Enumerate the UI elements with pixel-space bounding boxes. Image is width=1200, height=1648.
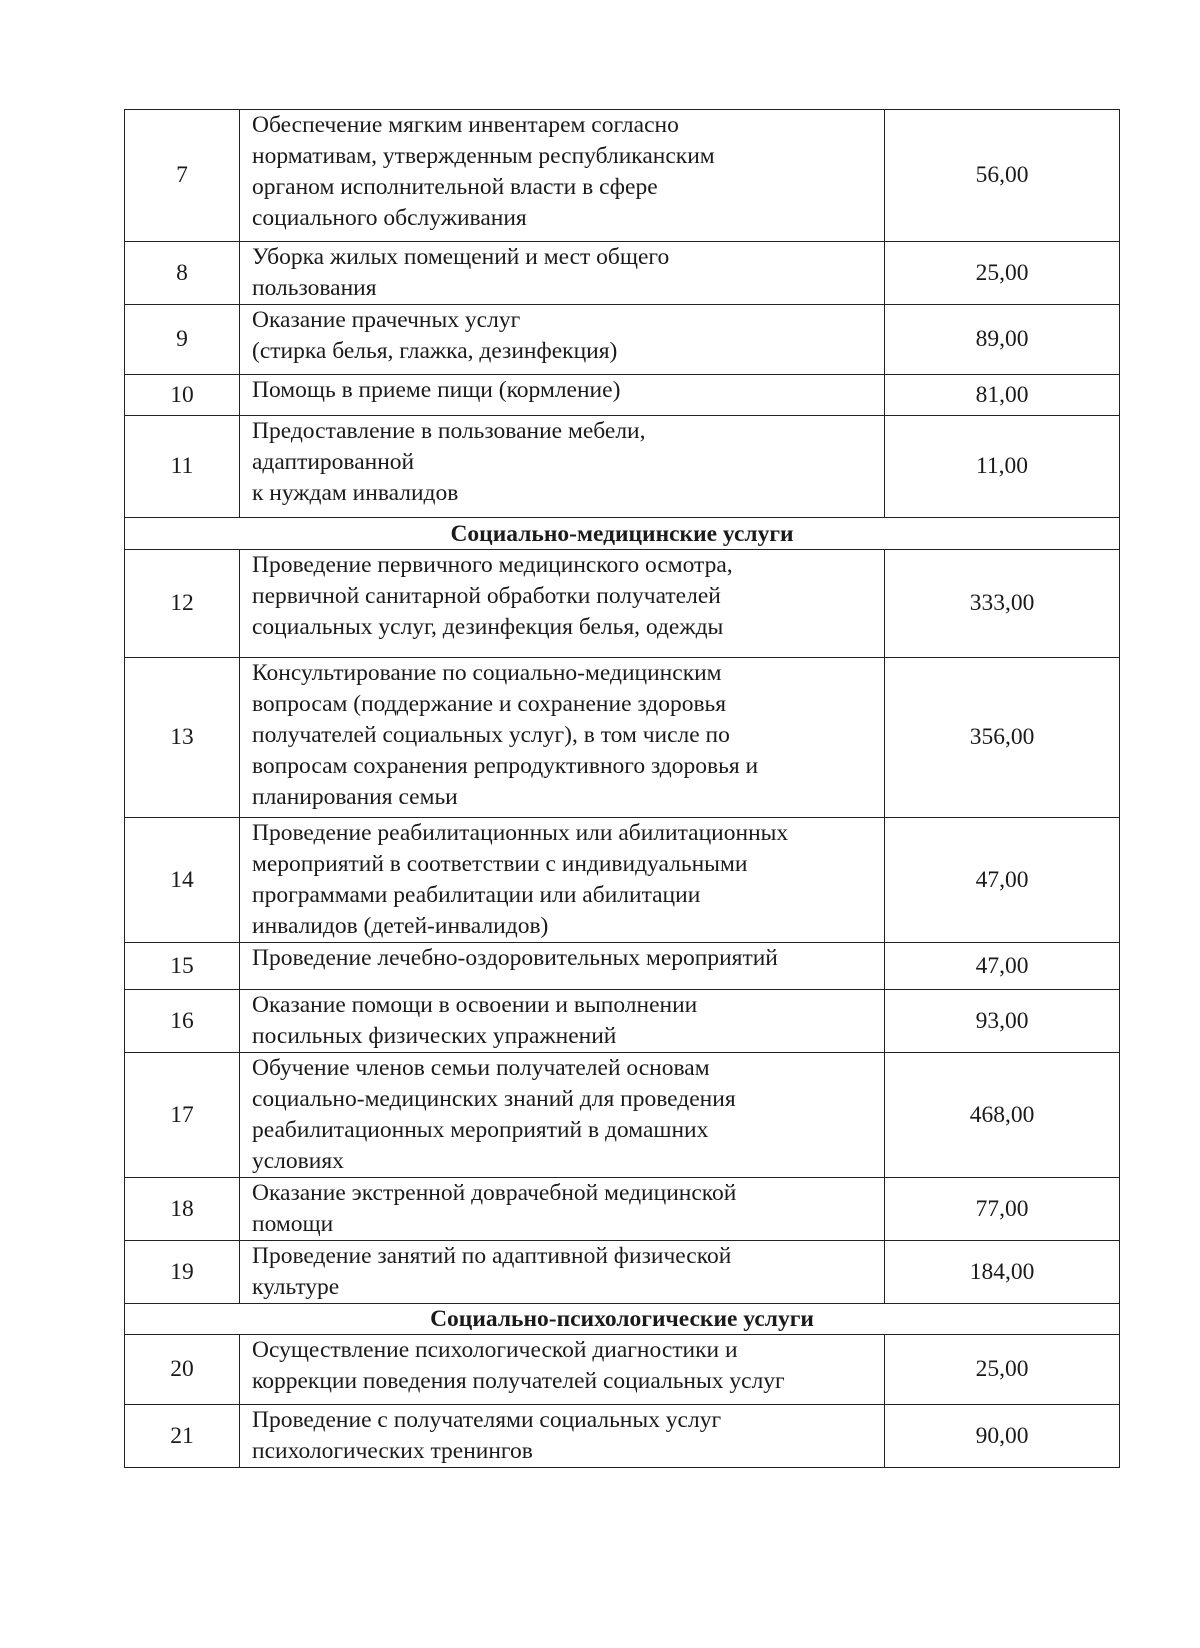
- service-name-line: инвалидов (детей-инвалидов): [252, 913, 549, 939]
- service-price: 184,00: [885, 1241, 1120, 1304]
- service-name-line: Проведение реабилитационных или абилитационных: [252, 820, 789, 846]
- service-name: [240, 1241, 885, 1304]
- service-name: [240, 375, 885, 416]
- service-name-line: вопросам (поддержание и сохранение здоровья: [252, 691, 727, 717]
- row-number: 9: [125, 305, 240, 375]
- table-row: [125, 305, 1120, 375]
- table-row: [125, 818, 1120, 943]
- service-name-line: психологических тренингов: [252, 1438, 533, 1464]
- service-name-line: помощи: [252, 1211, 334, 1237]
- service-price: 47,00: [885, 943, 1120, 990]
- table-row: [125, 943, 1120, 990]
- table-row: [125, 242, 1120, 305]
- service-price: 25,00: [885, 1335, 1120, 1405]
- row-number: 15: [125, 943, 240, 990]
- service-name-line: мероприятий в соответствии с индивидуальными: [252, 851, 748, 877]
- row-number: 19: [125, 1241, 240, 1304]
- row-number: 14: [125, 818, 240, 943]
- service-name: [240, 1053, 885, 1178]
- service-name-line: (стирка белья, глажка, дезинфекция): [252, 338, 618, 364]
- service-price: 333,00: [885, 550, 1120, 658]
- service-price: 89,00: [885, 305, 1120, 375]
- row-number: 21: [125, 1405, 240, 1468]
- table-row: [125, 416, 1120, 518]
- row-number: 17: [125, 1053, 240, 1178]
- row-number: 12: [125, 550, 240, 658]
- service-name: [240, 110, 885, 242]
- service-name: [240, 242, 885, 305]
- service-name-line: Оказание экстренной доврачебной медицинской: [252, 1180, 737, 1206]
- row-number: 20: [125, 1335, 240, 1405]
- row-number: 16: [125, 990, 240, 1053]
- service-name-line: адаптированной: [252, 449, 415, 475]
- table-row: [125, 1335, 1120, 1405]
- service-price: 93,00: [885, 990, 1120, 1053]
- service-price: 25,00: [885, 242, 1120, 305]
- row-number: 18: [125, 1178, 240, 1241]
- service-name-line: планирования семьи: [252, 784, 458, 810]
- table-row: [125, 1053, 1120, 1178]
- service-name-line: культуре: [252, 1274, 340, 1300]
- service-price: 356,00: [885, 658, 1120, 818]
- service-name-line: программами реабилитации или абилитации: [252, 882, 701, 908]
- service-name-line: коррекции поведения получателей социальных услуг: [252, 1368, 785, 1394]
- service-name: [240, 658, 885, 818]
- table-row: [125, 1178, 1120, 1241]
- table-row: [125, 990, 1120, 1053]
- service-name-line: Проведение лечебно-оздоровительных мероприятий: [252, 945, 778, 971]
- section-title: Социально-психологические услуги: [125, 1304, 1120, 1335]
- service-price: 468,00: [885, 1053, 1120, 1178]
- service-name-line: к нуждам инвалидов: [252, 480, 459, 506]
- table-row: [125, 375, 1120, 416]
- service-name-line: посильных физических упражнений: [252, 1023, 617, 1049]
- table-row: [125, 110, 1120, 242]
- service-name: [240, 1405, 885, 1468]
- service-price: 47,00: [885, 818, 1120, 943]
- row-number: 8: [125, 242, 240, 305]
- service-name-line: Проведение с получателями социальных услуг: [252, 1407, 722, 1433]
- service-name-line: Оказание помощи в освоении и выполнении: [252, 992, 698, 1018]
- service-name-line: Осуществление психологической диагностики и: [252, 1337, 738, 1363]
- row-number: 10: [125, 375, 240, 416]
- service-name-line: социальных услуг, дезинфекция белья, одежды: [252, 614, 724, 640]
- service-name: [240, 1335, 885, 1405]
- service-name: [240, 818, 885, 943]
- service-name-line: вопросам сохранения репродуктивного здоровья и: [252, 753, 759, 779]
- section-title: Социально-медицинские услуги: [125, 518, 1120, 550]
- row-number: 11: [125, 416, 240, 518]
- table-row: [125, 1241, 1120, 1304]
- table-row: [125, 658, 1120, 818]
- service-name-line: Проведение первичного медицинского осмотра,: [252, 552, 733, 578]
- table-body: [125, 110, 1120, 1468]
- service-name-line: Уборка жилых помещений и мест общего: [252, 244, 670, 270]
- service-name-line: нормативам, утвержденным республиканским: [252, 143, 715, 169]
- service-name-line: получателей социальных услуг), в том числе по: [252, 722, 730, 748]
- service-name-line: социально-медицинских знаний для проведения: [252, 1086, 736, 1112]
- service-name-line: первичной санитарной обработки получателей: [252, 583, 721, 609]
- service-name-line: Оказание прачечных услуг: [252, 307, 521, 333]
- service-name-line: органом исполнительной власти в сфере: [252, 174, 658, 200]
- service-name-line: Обучение членов семьи получателей основам: [252, 1055, 710, 1081]
- service-name-line: пользования: [252, 275, 377, 301]
- service-name: [240, 305, 885, 375]
- service-name-line: условиях: [252, 1148, 344, 1174]
- row-number: 7: [125, 110, 240, 242]
- service-price: 90,00: [885, 1405, 1120, 1468]
- service-price: 11,00: [885, 416, 1120, 518]
- service-price: 56,00: [885, 110, 1120, 242]
- table-row: [125, 1405, 1120, 1468]
- service-price: 77,00: [885, 1178, 1120, 1241]
- service-name-line: реабилитационных мероприятий в домашних: [252, 1117, 709, 1143]
- service-price: 81,00: [885, 375, 1120, 416]
- section-header-row: [125, 518, 1120, 550]
- service-name: [240, 1178, 885, 1241]
- service-name-line: Проведение занятий по адаптивной физической: [252, 1243, 732, 1269]
- service-name: [240, 550, 885, 658]
- service-name: [240, 943, 885, 990]
- service-name-line: социального обслуживания: [252, 205, 527, 231]
- service-name-line: Обеспечение мягким инвентарем согласно: [252, 112, 679, 138]
- row-number: 13: [125, 658, 240, 818]
- service-name-line: Помощь в приеме пищи (кормление): [252, 377, 621, 403]
- service-name-line: Консультирование по социально-медицинским: [252, 660, 722, 686]
- service-name: [240, 416, 885, 518]
- service-name-line: Предоставление в пользование мебели,: [252, 418, 646, 444]
- section-header-row: [125, 1304, 1120, 1335]
- table-row: [125, 550, 1120, 658]
- services-price-table: [124, 109, 1120, 1468]
- service-name: [240, 990, 885, 1053]
